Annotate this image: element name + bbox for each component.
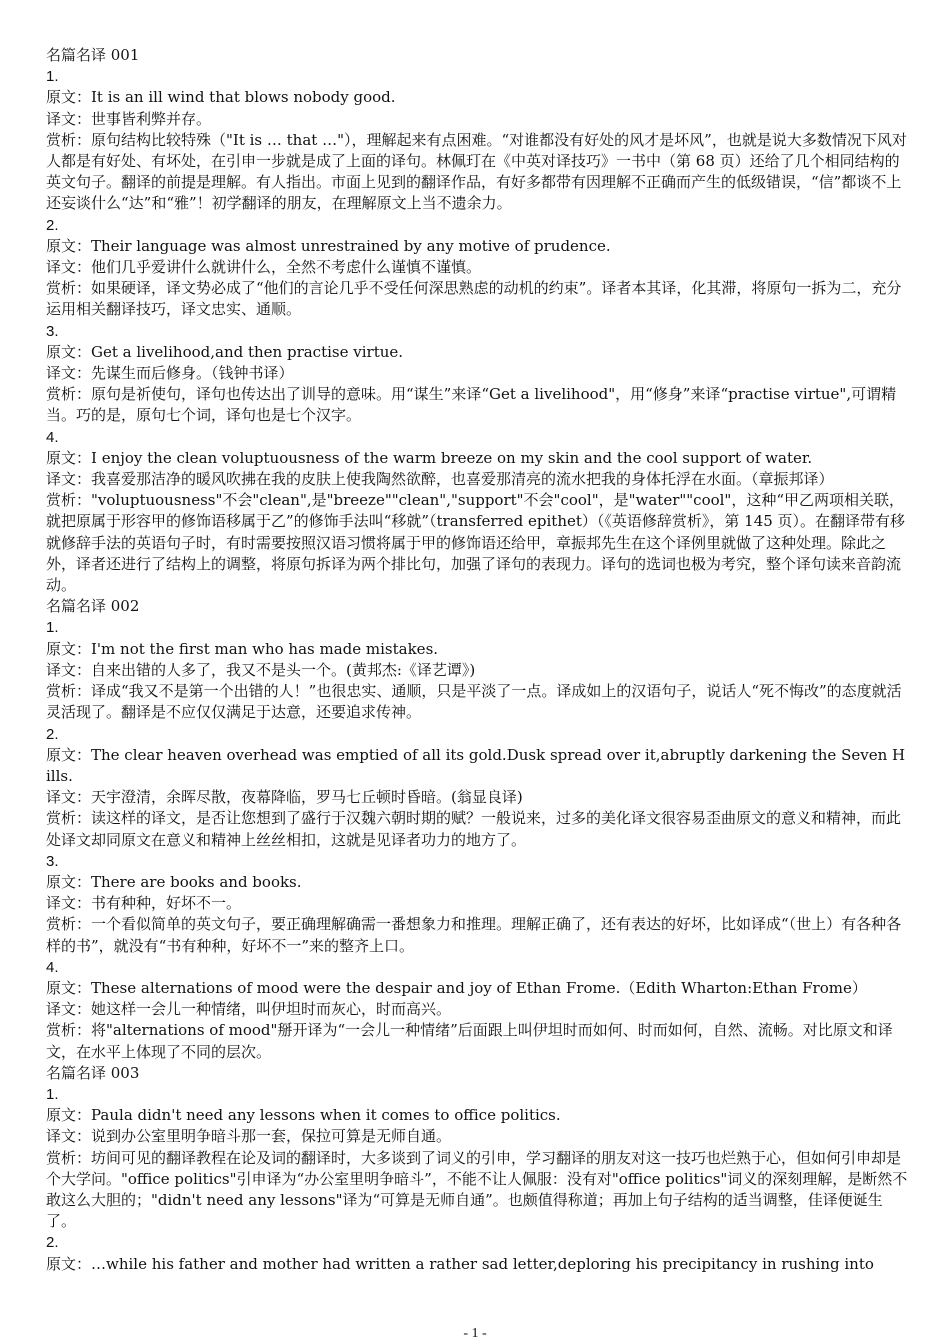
original-text: 原文：Paula didn't need any lessons when it comes to office politics.	[46, 1106, 561, 1125]
item-number: 2.	[46, 216, 59, 234]
commentary-text: 赏析："voluptuousness"不会"clean",是"breeze""clean","support"不会"cool"，是"water""cool"，这种“甲乙两项相关联，就把原属于形容甲的修饰语移属于乙”的修饰手法叫“移就”（transferred epithet）（《英语修辞赏析》，第 145 页）。在翻译带有移就修辞手法的英语句子时，有时需要按照汉语习惯将属于甲的修饰语还给甲，章振邦先生在这个译例里就做了这种处理。除此之外，译者还进行了结构上的调整，将原句拆译为两个排比句，加强了译句的表现力。译句的选词也极为考究，整个译句读来音韵流动。	[46, 491, 906, 595]
original-text: 原文：I'm not the first man who has made mistakes.	[46, 639, 439, 658]
item-number: 3.	[46, 852, 59, 870]
original-text: 原文：The clear heaven overhead was emptied of all its gold.Dusk spread over it,abruptly darkening the Seven Hills.	[46, 745, 906, 785]
page-number: - 1 -	[463, 1326, 487, 1341]
item-number: 2.	[46, 725, 59, 743]
original-text: 原文：These alternations of mood were the despair and joy of Ethan Frome.（Edith Wharton:Ethan Frome）	[46, 978, 867, 997]
original-text: 原文：Get a livelihood,and then practise virtue.	[46, 342, 404, 361]
section-title: 名篇名译 003	[46, 1063, 140, 1082]
translation-text: 译文：她这样一会儿一种情绪，叫伊坦时而灰心，时而高兴。	[46, 1000, 452, 1019]
original-text: 原文：There are books and books.	[46, 872, 302, 891]
translation-text: 译文：先谋生而后修身。（钱钟书译）	[46, 364, 294, 383]
translation-text: 译文：自来出错的人多了，我又不是头一个。(黄邦杰:《译艺谭》)	[46, 660, 476, 679]
commentary-text: 赏析：如果硬译，译文势必成了“他们的言论几乎不受任何深思熟虑的动机的约束”。译者本其译，化其滞，将原句一拆为二，充分运用相关翻译技巧，译文忠实、通顺。	[46, 279, 902, 319]
translation-text: 译文：他们几乎爱讲什么就讲什么，全然不考虑什么谨慎不谨慎。	[46, 258, 482, 277]
original-text: 原文：It is an ill wind that blows nobody good.	[46, 88, 396, 107]
original-text: 原文：Their language was almost unrestrained by any motive of prudence.	[46, 236, 611, 255]
item-number: 4.	[46, 428, 59, 446]
original-text: 原文：I enjoy the clean voluptuousness of the warm breeze on my skin and the cool support of water.	[46, 448, 813, 467]
section-title: 名篇名译 001	[46, 46, 140, 64]
translation-text: 译文：世事皆利弊并存。	[46, 109, 212, 128]
item-number: 1.	[46, 619, 59, 637]
commentary-text: 赏析：原句结构比较特殊（"It is … that …"），理解起来有点困难。“对谁都没有好处的风才是坏风”，也就是说大多数情况下风对人都是有好处、有坏处，在引申一步就是成了上面的译句。林佩玎在《中英对译技巧》一书中（第 68 页）还给了几个相同结构的英文句子。翻译的前提是理解。有人指出。市面上见到的翻译作品，有好多都带有因理解不正确而产生的低级错误，“信”都谈不上还妄谈什么“达”和“雅”！初学翻译的朋友，在理解原文上当不遗余力。	[46, 130, 907, 213]
translation-text: 译文：天宇澄清，余晖尽散，夜幕降临，罗马七丘顿时昏暗。(翁显良译)	[46, 788, 523, 807]
translation-text: 译文：说到办公室里明争暗斗那一套，保拉可算是无师自通。	[46, 1127, 452, 1146]
document-body	[46, 45, 908, 1275]
original-text: 原文：…while his father and mother had written a rather sad letter,deploring his precipitancy in rushing into	[46, 1254, 874, 1273]
item-number: 1.	[46, 68, 59, 86]
translation-text: 译文：我喜爱那洁净的暖风吹拂在我的皮肤上使我陶然欲醉，也喜爱那清亮的流水把我的身体托浮在水面。（章振邦译）	[46, 470, 834, 489]
commentary-text: 赏析：坊间可见的翻译教程在论及词的翻译时，大多谈到了词义的引申，学习翻译的朋友对这一技巧也烂熟于心，但如何引申却是个大学问。"office politics"引申译为“办公室里明争暗斗”，不能不让人佩服：没有对"office politics"词义的深刻理解，是断然不敢这么大胆的；"didn't need any lessons"译为“可算是无师自通”。也颇值得称道；再加上句子结构的适当调整，佳译便诞生了。	[46, 1148, 908, 1231]
item-number: 2.	[46, 1234, 59, 1252]
commentary-text: 赏析：读这样的译文，是否让您想到了盛行于汉魏六朝时期的赋？一般说来，过多的美化译文很容易歪曲原文的意义和精神，而此处译文却同原文在意义和精神上丝丝相扣，这就是见译者功力的地方了。	[46, 809, 902, 849]
translation-text: 译文：书有种种，好坏不一。	[46, 894, 242, 913]
section-title: 名篇名译 002	[46, 597, 140, 616]
item-number: 1.	[46, 1085, 59, 1103]
commentary-text: 赏析：一个看似简单的英文句子，要正确理解确需一番想象力和推理。理解正确了，还有表达的好坏，比如译成“（世上）有各种各样的书”，就没有“书有种种，好坏不一”来的整齐上口。	[46, 915, 902, 955]
item-number: 3.	[46, 322, 59, 340]
commentary-text: 赏析：译成“我又不是第一个出错的人！”也很忠实、通顺，只是平淡了一点。译成如上的汉语句子，说话人“死不悔改”的态度就活灵活现了。翻译是不应仅仅满足于达意，还要追求传神。	[46, 682, 902, 722]
commentary-text: 赏析：原句是祈使句，译句也传达出了训导的意味。用“谋生”来译“Get a livelihood"，用“修身”来译“practise virtue",可谓精当。巧的是，原句七个词，译句也是七个汉字。	[46, 385, 897, 425]
item-number: 4.	[46, 958, 59, 976]
commentary-text: 赏析：将"alternations of mood"掰开译为“一会儿一种情绪”后面跟上叫伊坦时而如何、时而如何，自然、流畅。对比原文和译文，在水平上体现了不同的层次。	[46, 1021, 893, 1061]
